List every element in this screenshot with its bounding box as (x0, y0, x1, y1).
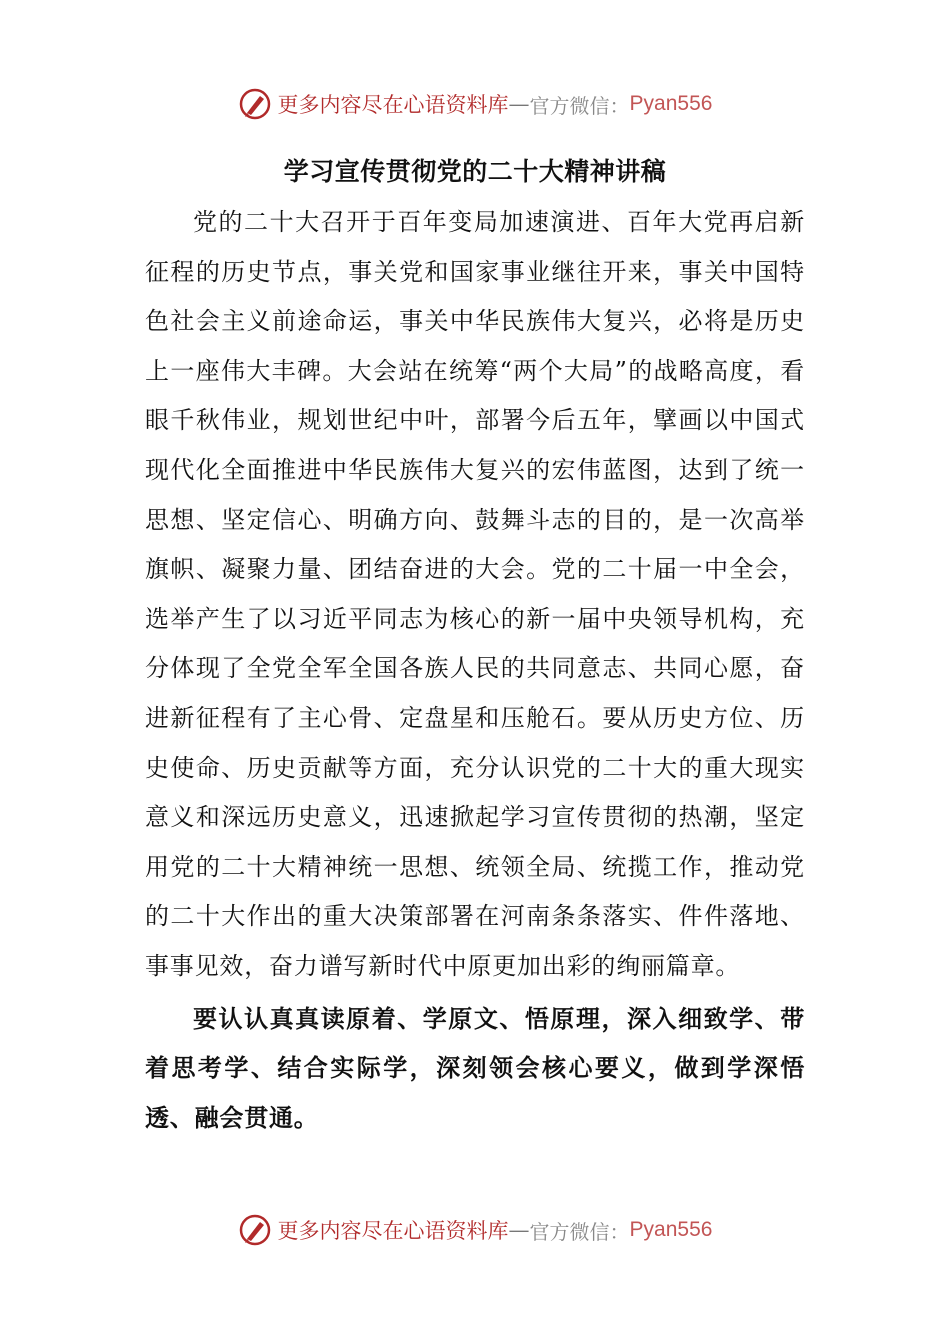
watermark-label: 官方微信： (529, 93, 630, 118)
paragraph-intro: 党的二十大召开于百年变局加速演进、百年大党再启新征程的历史节点，事关党和国家事业继往开来，事关中国特色社会主义前途命运，事关中华民族伟大复兴，必将是历史上一座伟大丰碑。大会站在统筹“两个大局”的战略高度，看眼千秋伟业，规划世纪中叶，部署今后五年，擘画以中国式现代化全面推进中华民族伟大复兴的宏伟蓝图，达到了统一思想、坚定信心、明确方向、鼓舞斗志的目的，是一次高举旗帜、凝聚力量、团结奋进的大会。党的二十届一中全会，选举产生了以习近平同志为核心的新一届中央领导机构，充分体现了全党全军全国各族人民的共同意志、共同心愿，奋进新征程有了主心骨、定盘星和压舱石。要从历史方位、历史使命、历史贡献等方面，充分认识党的二十大的重大现实意义和深远历史意义，迅速掀起学习宣传贯彻的热潮，坚定用党的二十大精神统一思想、统领全局、统揽工作，推动党的二十大作出的重大决策部署在河南条条落实、件件落地、事事见效，奋力谱写新时代中原更加出彩的绚丽篇章。 (145, 208, 805, 980)
paragraph-bold: 要认认真真读原着、学原文、悟原理，深入细致学、带着思考学、结合实际学，深刻领会核心要义，做到学深悟透、融会贯通。 (145, 1004, 805, 1132)
document-body (145, 198, 805, 1143)
header-watermark (0, 84, 950, 124)
watermark-dash: — (508, 1218, 530, 1242)
watermark-text: 更多内容尽在心语资料库 (277, 1219, 509, 1243)
pen-icon (238, 87, 272, 121)
watermark-text: 更多内容尽在心语资料库 (277, 93, 509, 117)
footer-watermark (0, 1210, 950, 1250)
watermark-label: 官方微信： (529, 1219, 630, 1244)
watermark-id: Pyan556 (629, 92, 713, 115)
watermark-id: Pyan556 (629, 1218, 713, 1241)
watermark-dash: — (508, 92, 530, 116)
pen-icon (238, 1213, 272, 1247)
page-title: 学习宣传贯彻党的二十大精神讲稿 (283, 157, 667, 186)
